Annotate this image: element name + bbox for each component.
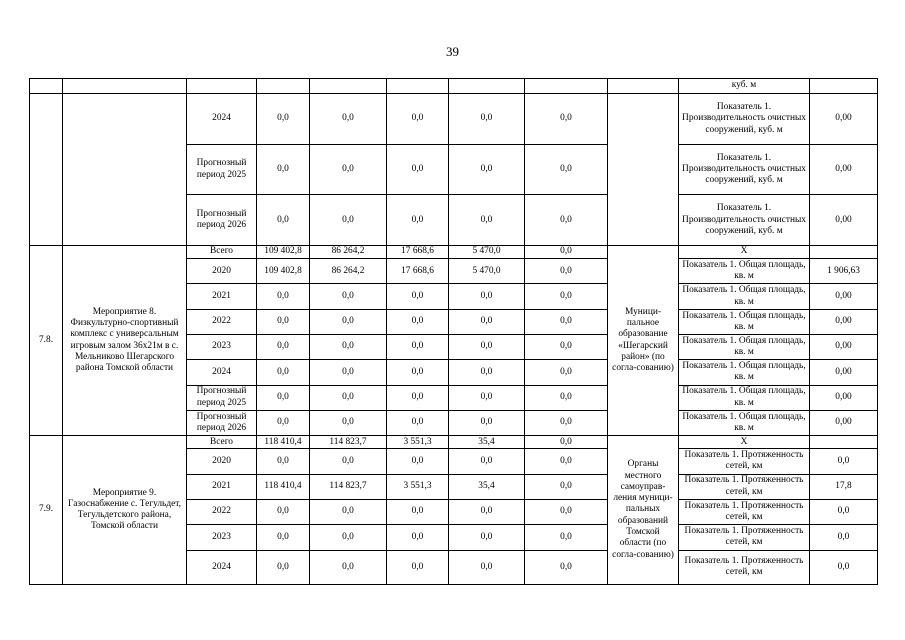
amount-cell: 0,0 (257, 385, 310, 410)
amount-cell: 0,0 (525, 410, 608, 435)
period-cell: 2021 (187, 284, 257, 309)
indicator-value-cell: 0,00 (810, 410, 878, 435)
amount-cell: 0,0 (257, 94, 310, 145)
indicator-value-cell: 0,0 (810, 550, 878, 585)
amount-cell: 0,0 (257, 334, 310, 359)
amount-cell: 0,0 (525, 550, 608, 585)
period-cell: 2022 (187, 309, 257, 334)
amount-cell: 0,0 (449, 360, 525, 385)
amount-cell: 0,0 (387, 360, 449, 385)
indicator-value-cell: 17,8 (810, 474, 878, 499)
period-cell: Прогнозный период 2025 (187, 385, 257, 410)
indicator-value-cell: 0,0 (810, 499, 878, 524)
amount-cell: 0,0 (525, 360, 608, 385)
amount-cell: 0,0 (310, 284, 387, 309)
indicator-cell: Показатель 1. Общая площадь, кв. м (679, 334, 810, 359)
amount-cell: 5 470,0 (449, 259, 525, 284)
amount-cell: 114 823,7 (310, 474, 387, 499)
indicator-cell: Показатель 1. Протяженность сетей, км (679, 449, 810, 474)
amount-cell: 0,0 (310, 94, 387, 145)
amount-cell: 0,0 (525, 334, 608, 359)
period-cell: 2024 (187, 360, 257, 385)
amount-cell: 5 470,0 (449, 245, 525, 258)
period-cell: 2023 (187, 525, 257, 550)
indicator-cell: Показатель 1. Протяженность сетей, км (679, 525, 810, 550)
event-number: 7.9. (30, 436, 63, 585)
amount-cell: 0,0 (257, 195, 310, 246)
table-row (30, 94, 878, 145)
amount-cell: 0,0 (310, 550, 387, 585)
indicator-value-cell: 0,00 (810, 94, 878, 145)
program-table (29, 78, 878, 585)
amount-cell: 118 410,4 (257, 474, 310, 499)
amount-cell: 0,0 (387, 94, 449, 145)
table-cell (525, 79, 608, 94)
indicator-cell: Показатель 1. Общая площадь, кв. м (679, 284, 810, 309)
amount-cell: 0,0 (449, 309, 525, 334)
amount-cell: 0,0 (449, 284, 525, 309)
amount-cell: 0,0 (387, 525, 449, 550)
amount-cell: 35,4 (449, 474, 525, 499)
indicator-cell: куб. м (679, 79, 810, 94)
event-name: Мероприятие 8. Физкультурно-спортивный комплекс с универсальным игровым залом 36х21м в с. Мельниково Шегарского района Томской области (63, 245, 187, 435)
amount-cell: 0,0 (387, 410, 449, 435)
amount-cell: 114 823,7 (310, 436, 387, 449)
table-row (30, 436, 878, 449)
amount-cell: 0,0 (310, 385, 387, 410)
indicator-value-cell (810, 245, 878, 258)
indicator-value-cell: 0,00 (810, 144, 878, 195)
amount-cell: 0,0 (387, 309, 449, 334)
amount-cell: 0,0 (449, 410, 525, 435)
indicator-cell: Показатель 1. Общая площадь, кв. м (679, 259, 810, 284)
indicator-cell: Показатель 1. Производительность очистных сооружений, куб. м (679, 144, 810, 195)
indicator-cell: Показатель 1. Производительность очистных сооружений, куб. м (679, 195, 810, 246)
period-cell: Всего (187, 436, 257, 449)
amount-cell: 0,0 (525, 144, 608, 195)
period-cell: 2024 (187, 94, 257, 145)
amount-cell: 17 668,6 (387, 245, 449, 258)
amount-cell: 0,0 (257, 360, 310, 385)
amount-cell: 0,0 (257, 410, 310, 435)
amount-cell: 0,0 (257, 284, 310, 309)
amount-cell: 0,0 (310, 309, 387, 334)
indicator-cell: Показатель 1. Общая площадь, кв. м (679, 360, 810, 385)
amount-cell: 0,0 (387, 499, 449, 524)
amount-cell: 0,0 (387, 449, 449, 474)
table-cell (187, 79, 257, 94)
amount-cell: 3 551,3 (387, 474, 449, 499)
amount-cell: 17 668,6 (387, 259, 449, 284)
number-cell (30, 79, 63, 94)
period-cell: 2020 (187, 449, 257, 474)
indicator-cell: Показатель 1. Протяженность сетей, км (679, 499, 810, 524)
indicator-value-cell: 1 906,63 (810, 259, 878, 284)
amount-cell: 0,0 (525, 499, 608, 524)
amount-cell: 0,0 (257, 144, 310, 195)
indicator-value-cell: 0,00 (810, 309, 878, 334)
indicator-cell: Показатель 1. Общая площадь, кв. м (679, 385, 810, 410)
amount-cell: 0,0 (310, 410, 387, 435)
indicator-cell: Показатель 1. Протяженность сетей, км (679, 550, 810, 585)
event-number: 7.8. (30, 245, 63, 435)
indicator-value-cell: 0,00 (810, 284, 878, 309)
amount-cell: 0,0 (310, 195, 387, 246)
executor-cell (608, 79, 679, 94)
table-cell (257, 79, 310, 94)
period-cell: 2022 (187, 499, 257, 524)
indicator-value-cell: 0,00 (810, 360, 878, 385)
amount-cell: 0,0 (387, 195, 449, 246)
event-name-cell (63, 94, 187, 246)
amount-cell: 0,0 (525, 385, 608, 410)
amount-cell: 0,0 (257, 449, 310, 474)
indicator-value-cell: 0,0 (810, 449, 878, 474)
amount-cell: 0,0 (525, 195, 608, 246)
amount-cell: 86 264,2 (310, 245, 387, 258)
indicator-cell: Показатель 1. Протяженность сетей, км (679, 474, 810, 499)
amount-cell: 0,0 (525, 525, 608, 550)
amount-cell: 0,0 (449, 195, 525, 246)
period-cell: 2024 (187, 550, 257, 585)
amount-cell: 0,0 (257, 550, 310, 585)
executor-cell (608, 94, 679, 246)
amount-cell: 0,0 (449, 334, 525, 359)
amount-cell: 0,0 (310, 144, 387, 195)
indicator-value-cell: 0,00 (810, 334, 878, 359)
event-name-cell (63, 79, 187, 94)
amount-cell: 0,0 (449, 385, 525, 410)
period-cell: Прогнозный период 2026 (187, 195, 257, 246)
amount-cell: 0,0 (310, 360, 387, 385)
amount-cell: 0,0 (310, 525, 387, 550)
amount-cell: 86 264,2 (310, 259, 387, 284)
amount-cell: 0,0 (257, 525, 310, 550)
amount-cell: 0,0 (449, 144, 525, 195)
indicator-cell: Показатель 1. Общая площадь, кв. м (679, 410, 810, 435)
period-cell: 2021 (187, 474, 257, 499)
amount-cell: 0,0 (257, 309, 310, 334)
period-cell: 2020 (187, 259, 257, 284)
table-row (30, 79, 878, 94)
amount-cell: 0,0 (449, 550, 525, 585)
amount-cell: 0,0 (525, 94, 608, 145)
indicator-value-cell (810, 79, 878, 94)
indicator-cell: Х (679, 245, 810, 258)
amount-cell: 0,0 (387, 144, 449, 195)
amount-cell: 0,0 (525, 284, 608, 309)
amount-cell: 0,0 (310, 334, 387, 359)
amount-cell: 109 402,8 (257, 245, 310, 258)
indicator-value-cell: 0,00 (810, 385, 878, 410)
amount-cell: 0,0 (449, 499, 525, 524)
amount-cell: 0,0 (449, 449, 525, 474)
period-cell: Всего (187, 245, 257, 258)
amount-cell: 0,0 (387, 550, 449, 585)
period-cell: 2023 (187, 334, 257, 359)
amount-cell: 0,0 (449, 94, 525, 145)
amount-cell: 0,0 (387, 334, 449, 359)
amount-cell: 0,0 (257, 499, 310, 524)
period-cell: Прогнозный период 2025 (187, 144, 257, 195)
amount-cell: 0,0 (525, 309, 608, 334)
amount-cell: 0,0 (387, 385, 449, 410)
amount-cell: 0,0 (449, 525, 525, 550)
amount-cell: 118 410,4 (257, 436, 310, 449)
indicator-value-cell: 0,0 (810, 525, 878, 550)
amount-cell: 0,0 (525, 245, 608, 258)
amount-cell: 0,0 (310, 499, 387, 524)
amount-cell: 0,0 (310, 449, 387, 474)
period-cell: Прогнозный период 2026 (187, 410, 257, 435)
indicator-value-cell: 0,00 (810, 195, 878, 246)
amount-cell: 35,4 (449, 436, 525, 449)
amount-cell: 3 551,3 (387, 436, 449, 449)
event-name: Мероприятие 9. Газоснабжение с. Тегульдет, Тегульдетского района, Томской области (63, 436, 187, 585)
table-cell (387, 79, 449, 94)
number-cell (30, 94, 63, 246)
table-row (30, 245, 878, 258)
table-cell (449, 79, 525, 94)
amount-cell: 0,0 (525, 474, 608, 499)
amount-cell: 0,0 (525, 449, 608, 474)
table-cell (310, 79, 387, 94)
indicator-value-cell (810, 436, 878, 449)
amount-cell: 0,0 (387, 284, 449, 309)
amount-cell: 0,0 (525, 259, 608, 284)
amount-cell: 109 402,8 (257, 259, 310, 284)
executor-cell: Муници-пальное образование «Шегарский район» (по согла-сованию) (608, 245, 679, 435)
indicator-cell: Показатель 1. Общая площадь, кв. м (679, 309, 810, 334)
indicator-cell: Показатель 1. Производительность очистных сооружений, куб. м (679, 94, 810, 145)
indicator-cell: Х (679, 436, 810, 449)
amount-cell: 0,0 (525, 436, 608, 449)
page-number: 39 (446, 44, 459, 59)
executor-cell: Органы местного самоуправ-ления муници-пальных образований Томской области (по согла-сованию) (608, 436, 679, 585)
